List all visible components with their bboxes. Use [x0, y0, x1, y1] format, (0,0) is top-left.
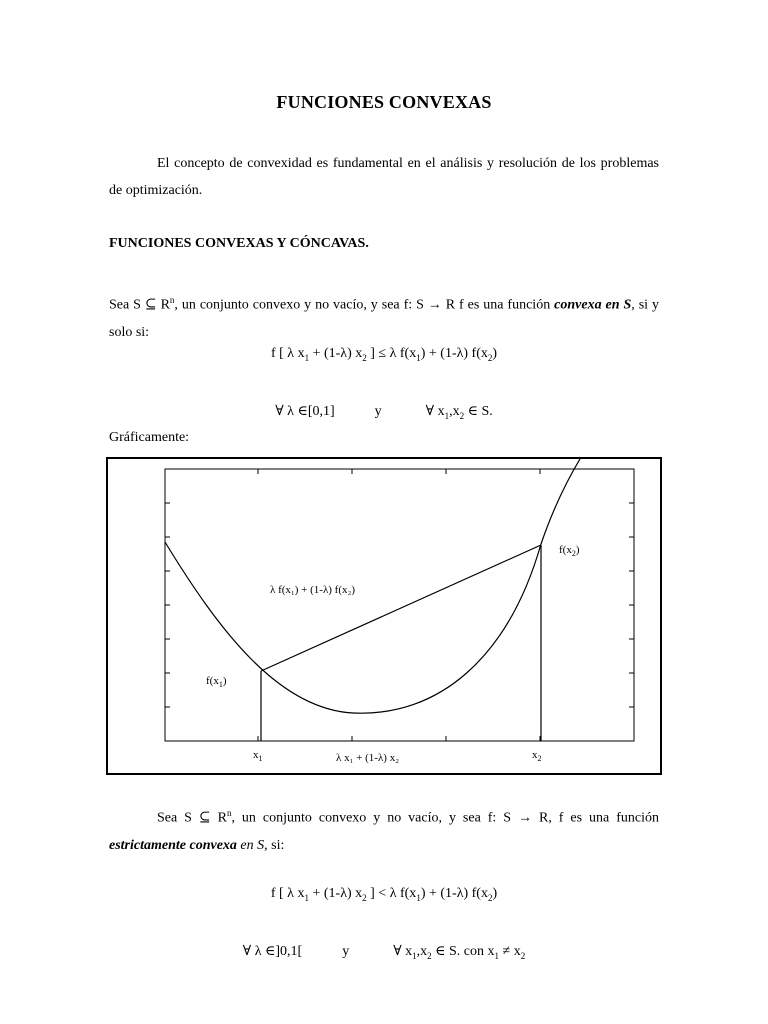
graph-svg [108, 459, 660, 773]
convex-inequality: f [ λ $x_1 + (1-\lambda)$ $x_2$ ] ≤ λ $f(x_1) + (1-\lambda)$ $f(x_2)$ [270, 346, 498, 363]
fx1-label: $f(x_1)$ [206, 675, 227, 689]
intro-paragraph: El concepto de convexidad es fundamental en el análisis y resolución de los problemas de optimización. [109, 156, 659, 198]
page-title: FUNCIONES CONVEXAS [276, 92, 492, 112]
convex-definition: Sea S ⊆ $R^n$, un conjunto convexo y no vacío, y sea f: S → R f es una función convexa en S, si y solo si: [109, 295, 660, 340]
convexity-graph [106, 457, 662, 775]
x2-label: $x_2$ [532, 749, 542, 763]
strict-inequality: f [ λ $x_1 + (1-\lambda)$ $x_2$ ] < λ $f(x_1) + (1-\lambda)$ $f(x_2)$ [270, 886, 498, 903]
fx2-label: $f(x_2)$ [559, 544, 580, 558]
chord-line [261, 545, 541, 671]
axis-ticks [165, 469, 634, 741]
plot-frame [165, 469, 634, 741]
section-heading: FUNCIONES CONVEXAS Y CÓNCAVAS. [109, 236, 369, 251]
chord-label: λ f(x₁) + (1-λ) f(x₂) [270, 584, 356, 596]
strict-quantifiers: ∀ λ ∈]0,1[ y ∀ $x_1,x_2$ ∈ S. con $x_1 \ne x_2$ [242, 944, 526, 961]
x1-label: $x_1$ [253, 749, 263, 763]
convex-curve [165, 459, 580, 713]
graphically-label: Gráficamente: [109, 430, 190, 445]
convex-quantifiers: ∀ λ ∈[0,1] y ∀ $x_1,x_2$ ∈ S. [275, 404, 493, 421]
midpoint-label: λ x₁ + (1-λ) x₂ [336, 752, 400, 764]
strict-convex-definition: Sea S ⊆ $R^n$, un conjunto convexo y no vacío, y sea f: S → R, f es una función estrictamente convexa en S, si: [109, 808, 659, 853]
